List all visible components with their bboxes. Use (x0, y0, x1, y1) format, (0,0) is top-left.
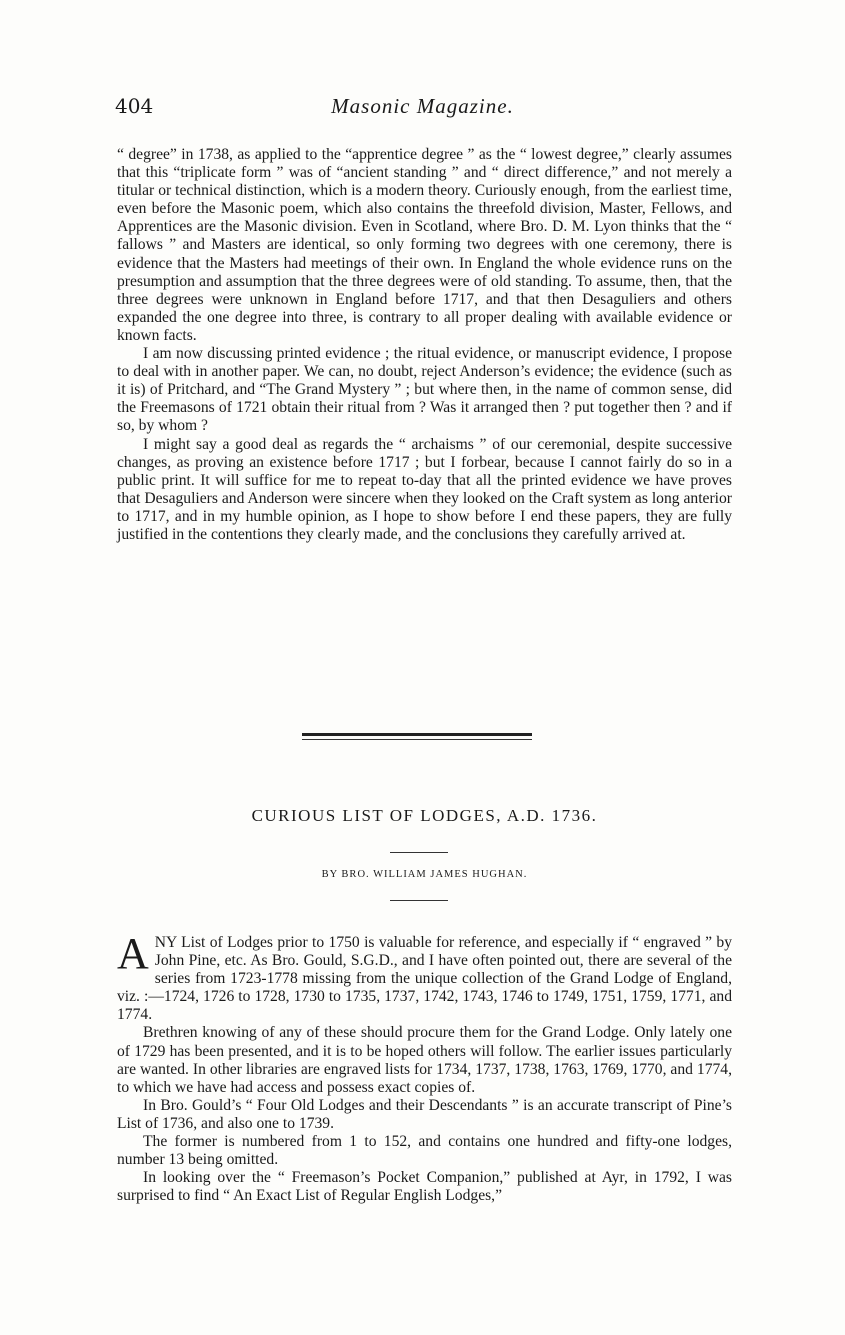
paragraph: “ degree” in 1738, as applied to the “apprentice degree ” as the “ lowest degree,” clearly assumes that this “triplicate form ” was of “ancient standing ” and “ direct difference,” and not merely a titular or technical distinction, which is a modern theory. Curiously enough, from the earliest time, even before the Masonic poem, which also contains the threefold division, Master, Fellows, and Apprentices are the Masonic division. Even in Scotland, where Bro. D. M. Lyon thinks that the “ fallows ” and Masters are identical, so only forming two degrees with one ceremony, there is evidence that the Masters had meetings of their own. In England the whole evidence runs on the presumption and assumption that the three degrees were of old standing. To assume, then, that the three degrees were unknown in England before 1717, and that then Desaguliers and others expanded the one degree into three, is contrary to all proper dealing with available evidence or known facts. (117, 146, 732, 344)
paragraph: In looking over the “ Freemason’s Pocket Companion,” published at Ayr, in 1792, I was surprised to find “ An Exact List of Regular English Lodges,” (117, 1169, 732, 1205)
article-body (117, 929, 732, 1205)
article-continuation (117, 146, 732, 544)
title-rule (390, 852, 448, 853)
page-number: 404 (115, 94, 154, 118)
paragraph: The former is numbered from 1 to 152, and contains one hundred and fifty-one lodges, number 13 being omitted. (117, 1133, 732, 1169)
paragraph: Brethren knowing of any of these should procure them for the Grand Lodge. Only lately one of 1729 has been presented, and it is to be hoped others will follow. The earlier issues particularly are wanted. In other libraries are engraved lists for 1734, 1737, 1738, 1763, 1769, 1770, and 1774, to which we have had access and possess exact copies of. (117, 1024, 732, 1096)
section-divider (302, 733, 532, 740)
running-title: Masonic Magazine. (331, 94, 514, 118)
paragraph: In Bro. Gould’s “ Four Old Lodges and their Descendants ” is an accurate transcript of Pine’s List of 1736, and also one to 1739. (117, 1096, 732, 1132)
paragraph: I am now discussing printed evidence ; the ritual evidence, or manuscript evidence, I propose to deal with in another paper. We can, no doubt, reject Anderson’s evidence; the evidence (such as it is) of Pritchard, and “The Grand Mystery ” ; but where then, in the name of common sense, did the Freemasons of 1721 obtain their ritual from ? Was it arranged then ? put together then ? and if so, by whom ? (117, 345, 732, 435)
paragraph (117, 929, 732, 1024)
paragraph-text: NY List of Lodges prior to 1750 is valuable for reference, and especially if “ engraved ” by John Pine, etc. As Bro. Gould, S.G.D., and I have often pointed out, there are several of the series from 1723-1778 missing from the unique collection of the Grand Lodge of England, viz. :—1724, 1726 to 1728, 1730 to 1735, 1737, 1742, 1743, 1746 to 1749, 1751, 1759, 1771, and 1774. (117, 934, 732, 1024)
paragraph: I might say a good deal as regards the “ archaisms ” of our ceremonial, despite successive changes, as proving an existence before 1717 ; but I forbear, because I cannot fairly do so in a public print. It will suffice for me to repeat to-day that all the printed evidence we have proves that Desaguliers and Anderson were sincere when they looked on the Craft system as long anterior to 1717, and in my humble opinion, as I hope to show before I end these papers, they are fully justified in the contentions they clearly made, and the conclusions they carefully arrived at. (117, 435, 732, 543)
byline: BY BRO. WILLIAM JAMES HUGHAN. (321, 869, 528, 880)
drop-cap: A (117, 929, 149, 978)
page-header (115, 94, 730, 128)
byline-rule (390, 900, 448, 901)
article-title: CURIOUS LIST OF LODGES, A.D. 1736. (251, 806, 598, 825)
